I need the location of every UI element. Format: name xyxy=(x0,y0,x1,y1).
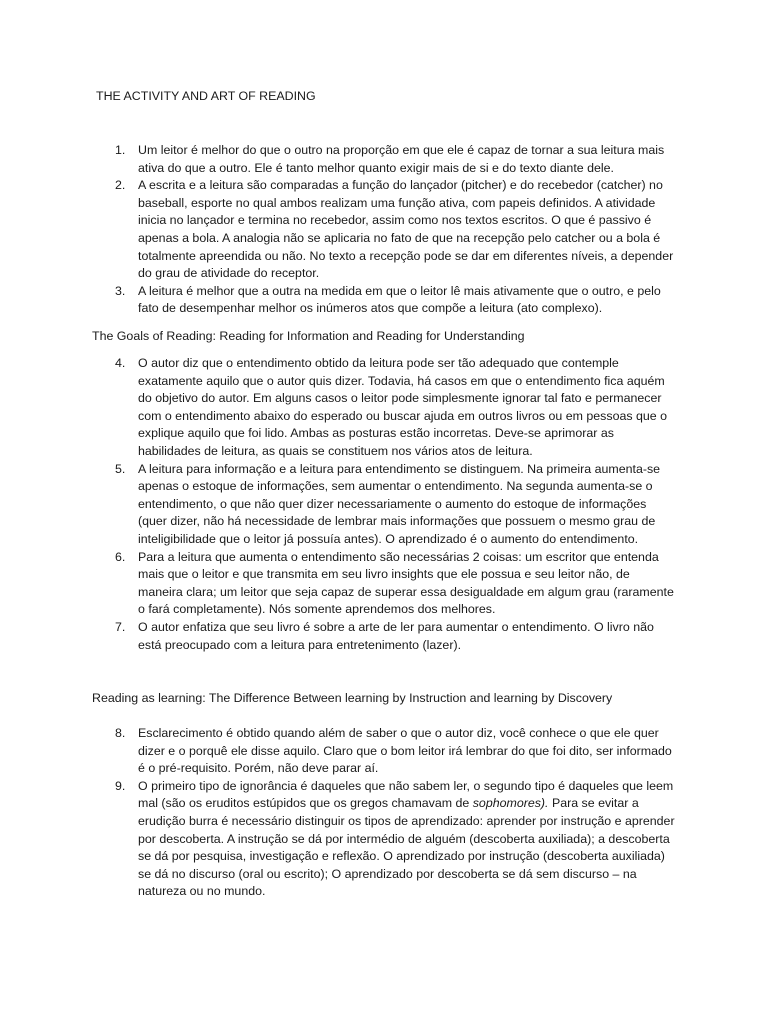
item-text: A leitura para informação e a leitura para entendimento se distinguem. Na primeira aumenta-se apenas o estoque de informações, sem aumentar o entendimento. Na segunda aumenta-se o entendimento, o que não quer dizer necessariamente o aumento do estoque de informações (quer dizer, não há necessidade de lembrar mais informações que possuem o mesmo grau de inteligibilidade que o leitor já possuía antes). O aprendizado é o aumento do entendimento. xyxy=(138,461,661,546)
document-title: THE ACTIVITY AND ART OF READING xyxy=(96,89,316,103)
item-number: 4. xyxy=(115,356,126,370)
item-text-part: O primeiro tipo de ignorância é daqueles que não sabem ler, o segundo tipo é daqueles que leem mal (são os eruditos estúpidos que os gregos chamavam de xyxy=(138,778,674,811)
item-text: Esclarecimento é obtido quando além de saber o que o autor diz, você conhece o que ele quer dizer e o porquê ele disse aquilo. Claro que o bom leitor irá lembrar do que foi dito, ser informado é o pré-requisito. Porém, não deve parar aí. xyxy=(138,726,672,776)
item-text-emphasis: sophomores). xyxy=(472,796,549,811)
list-item xyxy=(0,355,768,461)
item-text: O autor enfatiza que seu livro é sobre a arte de ler para aumentar o entendimento. O livro não está preocupado com a leitura para entretenimento (lazer). xyxy=(138,619,654,652)
list-item xyxy=(0,283,768,318)
item-number: 2. xyxy=(115,178,126,193)
item-text-part: Para se evitar a erudição burra é necessário distinguir os tipos de aprendizado: aprender por instrução e aprender por descoberta. A instrução se dá por intermédio de alguém (descoberta auxiliada); a descoberta se dá por pesquisa, investigação e reflexão. O aprendizado por instrução (descoberta auxiliada) se dá no discurso (oral ou escrito); O aprendizado por descoberta se dá sem discurso – na natureza ou no mundo. xyxy=(138,796,675,899)
list-item xyxy=(0,142,768,177)
item-number: 8. xyxy=(115,726,126,740)
list-section-3 xyxy=(0,725,768,901)
item-text: O autor diz que o entendimento obtido da leitura pode ser tão adequado que contemple exatamente aquilo que o autor quis dizer. Todavia, há casos em que o entendimento fica aquém do objetivo do autor. Em alguns casos o leitor pode simplesmente ignorar tal fato e permanecer com o entendimento abaixo do esperado ou buscar ajuda em outros livros ou em pessoas que o explique aquilo que foi lido. Ambas as posturas estão incorretas. Deve-se aprimorar as habilidades de leitura, as quais se constituem nos vários atos de leitura. xyxy=(138,356,667,458)
section-heading-learning: Reading as learning: The Difference Between learning by Instruction and learning by Discovery xyxy=(92,691,613,705)
list-section-2 xyxy=(0,355,768,654)
item-text: A escrita e a leitura são comparadas a função do lançador (pitcher) e do recebedor (catcher) no baseball, esporte no qual ambos realizam uma função ativa, com papeis definidos. A atividade inicia no lançador e termina no recebedor, assim como nos textos escritos. O que é passivo é apenas a bola. A analogia não se aplicaria no fato de que na recepção pelo catcher ou a bola é totalmente apreendida ou não. No texto a recepção pode se dar em diferentes níveis, a depender do grau de atividade do receptor. xyxy=(138,178,674,281)
item-number: 7. xyxy=(115,619,126,634)
item-number: 6. xyxy=(115,549,126,564)
list-item xyxy=(0,725,768,778)
item-text xyxy=(138,778,676,901)
list-item xyxy=(0,549,768,619)
list-item xyxy=(0,619,768,654)
item-text: Um leitor é melhor do que o outro na proporção em que ele é capaz de tornar a sua leitura mais ativa do que a outro. Ele é tanto melhor quanto exigir mais de si e do texto diante dele. xyxy=(138,143,665,175)
list-item xyxy=(0,778,768,901)
item-text: A leitura é melhor que a outra na medida em que o leitor lê mais ativamente que o outro, e pelo fato de desempenhar melhor os inúmeros atos que compõe a leitura (ato complexo). xyxy=(138,283,661,316)
item-number: 5. xyxy=(115,461,126,476)
list-item xyxy=(0,177,768,283)
item-number: 1. xyxy=(115,143,126,157)
section-heading-goals: The Goals of Reading: Reading for Information and Reading for Understanding xyxy=(92,329,525,343)
item-text: Para a leitura que aumenta o entendimento são necessárias 2 coisas: um escritor que entenda mais que o leitor e que transmita em seu livro insights que ele possua e seu leitor não, de maneira clara; um leitor que seja capaz de superar essa desigualdade em algum grau (raramente o fará completamente). Nós somente aprendemos dos melhores. xyxy=(138,549,674,617)
item-number: 9. xyxy=(115,778,126,793)
list-section-1 xyxy=(0,142,768,318)
list-item xyxy=(0,461,768,549)
item-number: 3. xyxy=(115,283,126,298)
